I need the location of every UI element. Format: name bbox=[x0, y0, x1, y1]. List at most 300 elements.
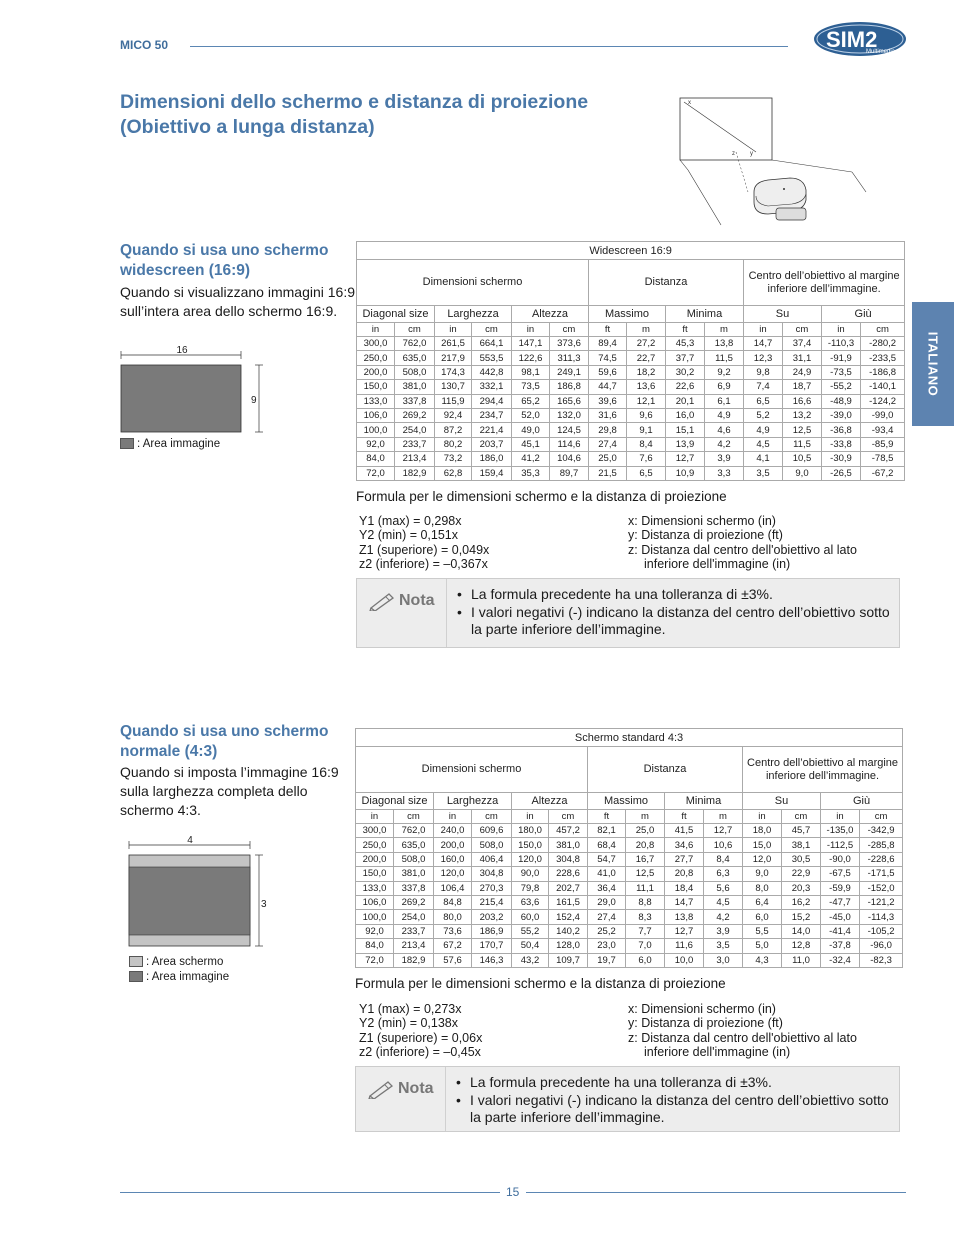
table-cell: 82,1 bbox=[588, 824, 626, 838]
col-min: Minima bbox=[666, 306, 744, 323]
unit-cell: ft bbox=[666, 323, 705, 337]
table-cell: 635,0 bbox=[395, 351, 435, 365]
table-cell: 8,4 bbox=[627, 437, 666, 451]
table-cell: 6,5 bbox=[627, 466, 666, 480]
table-cell: -78,5 bbox=[861, 452, 905, 466]
table-cell: 13,6 bbox=[627, 380, 666, 394]
table-cell: 300,0 bbox=[357, 337, 395, 351]
table-cell: 13,2 bbox=[783, 408, 822, 422]
col-width: Larghezza bbox=[435, 306, 512, 323]
table-cell: 186,0 bbox=[472, 452, 512, 466]
table-cell: 186,9 bbox=[472, 924, 512, 938]
table-cell: 165,6 bbox=[550, 394, 589, 408]
table-cell: 233,7 bbox=[394, 924, 434, 938]
table-cell: 16,0 bbox=[666, 408, 705, 422]
col-width: Larghezza bbox=[434, 793, 512, 810]
table-cell: -26,5 bbox=[822, 466, 861, 480]
table-cell: 254,0 bbox=[394, 910, 434, 924]
table-cell: 508,0 bbox=[394, 852, 434, 866]
unit-cell: cm bbox=[550, 323, 589, 337]
table-cell: 4,5 bbox=[704, 895, 743, 909]
table-cell: 31,6 bbox=[589, 408, 627, 422]
table-cell: 161,5 bbox=[549, 895, 588, 909]
table-cell: 73,5 bbox=[512, 380, 550, 394]
table-cell: 16,7 bbox=[626, 852, 665, 866]
unit-cell: ft bbox=[588, 810, 626, 824]
table-cell: 14,0 bbox=[782, 924, 821, 938]
table-cell: 3,5 bbox=[744, 466, 783, 480]
wide-height-label: 9 bbox=[251, 395, 257, 406]
table-cell: 5,2 bbox=[744, 408, 783, 422]
table-cell: 160,0 bbox=[434, 852, 472, 866]
table-cell: 152,4 bbox=[549, 910, 588, 924]
table-cell: 11,1 bbox=[626, 881, 665, 895]
table-title: Schermo standard 4:3 bbox=[356, 729, 903, 747]
normal-height-label: 3 bbox=[261, 899, 267, 910]
wide-legend bbox=[120, 437, 220, 452]
note-item: • La formula precedente ha una tolleranza di ±3%. bbox=[457, 586, 895, 604]
table-cell: 98,1 bbox=[512, 365, 550, 379]
table-cell: 100,0 bbox=[357, 423, 395, 437]
table-cell: 45,1 bbox=[512, 437, 550, 451]
table-cell: 20,8 bbox=[626, 838, 665, 852]
unit-cell: cm bbox=[783, 323, 822, 337]
wide-width-label: 16 bbox=[176, 345, 188, 356]
table-cell: 89,7 bbox=[550, 466, 589, 480]
table-cell: 10,5 bbox=[783, 452, 822, 466]
projector-illustration bbox=[676, 92, 876, 227]
table-cell: 12,1 bbox=[627, 394, 666, 408]
table-cell: -285,8 bbox=[860, 838, 903, 852]
normal-legend bbox=[129, 955, 229, 985]
table-cell: 10,6 bbox=[704, 838, 743, 852]
note-label: Nota bbox=[398, 1080, 434, 1097]
table-cell: 57,6 bbox=[434, 953, 472, 967]
normal-note bbox=[355, 1066, 900, 1132]
page-number: 15 bbox=[506, 1185, 520, 1199]
table-cell: 4,9 bbox=[744, 423, 783, 437]
table-cell: 38,1 bbox=[782, 838, 821, 852]
table-cell: 337,8 bbox=[394, 881, 434, 895]
table-cell: -48,9 bbox=[822, 394, 861, 408]
table-cell: -121,2 bbox=[860, 895, 903, 909]
unit-cell: in bbox=[356, 810, 394, 824]
table-cell: 89,4 bbox=[589, 337, 627, 351]
table-cell: 3,9 bbox=[704, 924, 743, 938]
illus-label-x: x bbox=[688, 100, 691, 106]
table-cell: -67,2 bbox=[861, 466, 905, 480]
normal-heading: Quando si usa uno schermo normale (4:3) bbox=[120, 723, 329, 760]
table-cell: 147,1 bbox=[512, 337, 550, 351]
table-cell: 6,0 bbox=[743, 910, 782, 924]
col-down: Giù bbox=[822, 306, 905, 323]
table-cell: 18,2 bbox=[627, 365, 666, 379]
col-min: Minima bbox=[665, 793, 743, 810]
table-cell: 7,0 bbox=[626, 939, 665, 953]
table-row bbox=[357, 365, 905, 379]
table-cell: 9,0 bbox=[743, 867, 782, 881]
table-cell: 20,1 bbox=[666, 394, 705, 408]
table-cell: -93,4 bbox=[861, 423, 905, 437]
table-cell: 30,2 bbox=[666, 365, 705, 379]
col-up: Su bbox=[744, 306, 822, 323]
table-row bbox=[356, 939, 903, 953]
col-diagonal: Diagonal size bbox=[357, 306, 435, 323]
table-cell: 27,7 bbox=[665, 852, 704, 866]
table-cell: -280,2 bbox=[861, 337, 905, 351]
wide-text: Quando si visualizzano immagini 16:9 sull’intera area dello schermo 16:9. bbox=[120, 284, 356, 319]
table-cell: 25,0 bbox=[626, 824, 665, 838]
normal-formula-title: Formula per le dimensioni schermo e la distanza di proiezione bbox=[355, 976, 726, 991]
table-cell: 73,2 bbox=[435, 452, 472, 466]
legend-image-swatch bbox=[129, 971, 143, 982]
table-cell: 22,9 bbox=[782, 867, 821, 881]
table-cell: 4,3 bbox=[743, 953, 782, 967]
table-cell: 67,2 bbox=[434, 939, 472, 953]
table-cell: 200,0 bbox=[434, 838, 472, 852]
table-cell: 4,2 bbox=[704, 910, 743, 924]
wide-formula-title: Formula per le dimensioni schermo e la distanza di proiezione bbox=[356, 489, 727, 504]
table-cell: 72,0 bbox=[357, 466, 395, 480]
table-cell: 18,4 bbox=[665, 881, 704, 895]
unit-cell: cm bbox=[782, 810, 821, 824]
table-cell: 128,0 bbox=[549, 939, 588, 953]
table-cell: -39,0 bbox=[822, 408, 861, 422]
table-cell: 80,2 bbox=[435, 437, 472, 451]
table-cell: 4,2 bbox=[705, 437, 744, 451]
table-cell: 19,7 bbox=[588, 953, 626, 967]
legend-image-label: : Area immagine bbox=[137, 438, 221, 450]
table-cell: 213,4 bbox=[394, 939, 434, 953]
unit-cell: m bbox=[626, 810, 665, 824]
table-cell: 63,6 bbox=[512, 895, 549, 909]
table-cell: 202,7 bbox=[549, 881, 588, 895]
table-cell: 7,4 bbox=[744, 380, 783, 394]
table-row bbox=[357, 337, 905, 351]
unit-cell: ft bbox=[589, 323, 627, 337]
unit-cell: m bbox=[704, 810, 743, 824]
unit-cell: cm bbox=[472, 810, 512, 824]
table-cell: 41,5 bbox=[665, 824, 704, 838]
table-cell: 240,0 bbox=[434, 824, 472, 838]
table-row bbox=[357, 437, 905, 451]
table-cell: 130,7 bbox=[435, 380, 472, 394]
table-cell: 92,0 bbox=[356, 924, 394, 938]
unit-cell: in bbox=[821, 810, 860, 824]
table-cell: -32,4 bbox=[821, 953, 860, 967]
table-cell: 92,4 bbox=[435, 408, 472, 422]
table-cell: 16,6 bbox=[783, 394, 822, 408]
table-cell: 6,0 bbox=[626, 953, 665, 967]
header-rule bbox=[190, 46, 788, 47]
table-cell: -33,8 bbox=[822, 437, 861, 451]
note-label: Nota bbox=[399, 592, 435, 609]
unit-cell: in bbox=[744, 323, 783, 337]
table-cell: 90,0 bbox=[512, 867, 549, 881]
table-cell: 609,6 bbox=[472, 824, 512, 838]
sim2-logo bbox=[812, 18, 912, 58]
table-cell: 22,6 bbox=[666, 380, 705, 394]
table-cell: -37,8 bbox=[821, 939, 860, 953]
col-max: Massimo bbox=[589, 306, 666, 323]
group-screen: Dimensioni schermo bbox=[357, 260, 589, 306]
table-cell: 332,1 bbox=[472, 380, 512, 394]
table-cell: 13,9 bbox=[666, 437, 705, 451]
pencil-icon bbox=[369, 591, 397, 611]
logo-text: SIM2 bbox=[826, 27, 878, 52]
unit-cell: ft bbox=[665, 810, 704, 824]
table-cell: -30,9 bbox=[822, 452, 861, 466]
table-row bbox=[356, 895, 903, 909]
normal-table bbox=[355, 728, 903, 968]
table-cell: 664,1 bbox=[472, 337, 512, 351]
table-row bbox=[357, 394, 905, 408]
table-cell: 261,5 bbox=[435, 337, 472, 351]
note-item: • I valori negativi (-) indicano la distanza del centro dell’obiettivo sotto la parte inferiore dell’immagine. bbox=[456, 1092, 894, 1127]
table-cell: 106,0 bbox=[356, 895, 394, 909]
table-cell: -105,2 bbox=[860, 924, 903, 938]
unit-cell: in bbox=[512, 323, 550, 337]
legend-screen-label: : Area schermo bbox=[146, 956, 224, 968]
table-cell: 45,3 bbox=[666, 337, 705, 351]
table-cell: -233,5 bbox=[861, 351, 905, 365]
wide-table bbox=[356, 241, 905, 481]
table-cell: 553,5 bbox=[472, 351, 512, 365]
table-cell: 20,3 bbox=[782, 881, 821, 895]
table-cell: -47,7 bbox=[821, 895, 860, 909]
table-cell: 120,0 bbox=[434, 867, 472, 881]
table-cell: 3,5 bbox=[704, 939, 743, 953]
table-cell: -110,3 bbox=[822, 337, 861, 351]
table-cell: 9,0 bbox=[783, 466, 822, 480]
table-cell: 311,3 bbox=[550, 351, 589, 365]
table-cell: 170,7 bbox=[472, 939, 512, 953]
illus-label-z: z bbox=[732, 151, 735, 157]
table-cell: 4,6 bbox=[705, 423, 744, 437]
group-screen: Dimensioni schermo bbox=[356, 747, 588, 793]
table-cell: 762,0 bbox=[395, 337, 435, 351]
table-cell: 12,3 bbox=[744, 351, 783, 365]
wide-formula-right: x: Dimensioni schermo (in) y: Distanza di proiezione (ft) z: Distanza dal centro dell'obiettivo al lato inferiore dell'immagine (in) bbox=[628, 514, 857, 572]
table-cell: -171,5 bbox=[860, 867, 903, 881]
table-cell: 41,0 bbox=[588, 867, 626, 881]
table-row bbox=[357, 452, 905, 466]
table-cell: 228,6 bbox=[549, 867, 588, 881]
normal-text: Quando si imposta l’immagine 16:9 sulla larghezza completa dello schermo 4:3. bbox=[120, 764, 339, 818]
table-cell: 182,9 bbox=[394, 953, 434, 967]
table-cell: 9,2 bbox=[705, 365, 744, 379]
language-tab[interactable]: ITALIANO bbox=[912, 302, 954, 426]
table-cell: -41,4 bbox=[821, 924, 860, 938]
note-item: • La formula precedente ha una tolleranza di ±3%. bbox=[456, 1074, 894, 1092]
table-cell: 6,1 bbox=[705, 394, 744, 408]
footer-rule-left bbox=[120, 1192, 500, 1193]
wide-heading: Quando si usa uno schermo widescreen (16:9) bbox=[120, 242, 329, 279]
table-cell: 25,0 bbox=[589, 452, 627, 466]
table-cell: 7,7 bbox=[626, 924, 665, 938]
table-cell: 12,7 bbox=[704, 824, 743, 838]
table-cell: 6,5 bbox=[744, 394, 783, 408]
table-cell: -342,9 bbox=[860, 824, 903, 838]
table-cell: 3,9 bbox=[705, 452, 744, 466]
col-height: Altezza bbox=[512, 793, 588, 810]
table-cell: 65,2 bbox=[512, 394, 550, 408]
table-cell: 29,0 bbox=[588, 895, 626, 909]
table-cell: 150,0 bbox=[357, 380, 395, 394]
table-cell: 12,8 bbox=[782, 939, 821, 953]
table-cell: 8,0 bbox=[743, 881, 782, 895]
table-cell: 13,8 bbox=[705, 337, 744, 351]
table-cell: 34,6 bbox=[665, 838, 704, 852]
table-cell: 4,5 bbox=[744, 437, 783, 451]
col-max: Massimo bbox=[588, 793, 665, 810]
table-cell: 72,0 bbox=[356, 953, 394, 967]
unit-cell: m bbox=[705, 323, 744, 337]
table-cell: 140,2 bbox=[549, 924, 588, 938]
table-cell: 174,3 bbox=[435, 365, 472, 379]
col-up: Su bbox=[743, 793, 821, 810]
table-row bbox=[356, 924, 903, 938]
unit-cell: in bbox=[435, 323, 472, 337]
table-cell: 250,0 bbox=[356, 838, 394, 852]
table-cell: 44,7 bbox=[589, 380, 627, 394]
table-cell: 294,4 bbox=[472, 394, 512, 408]
table-cell: 27,4 bbox=[589, 437, 627, 451]
table-cell: 381,0 bbox=[394, 867, 434, 881]
table-row bbox=[357, 351, 905, 365]
table-cell: 18,7 bbox=[783, 380, 822, 394]
table-cell: 100,0 bbox=[356, 910, 394, 924]
unit-cell: in bbox=[357, 323, 395, 337]
table-row bbox=[356, 838, 903, 852]
table-cell: 182,9 bbox=[395, 466, 435, 480]
table-cell: 6,3 bbox=[704, 867, 743, 881]
table-cell: 5,6 bbox=[704, 881, 743, 895]
table-cell: 104,6 bbox=[550, 452, 589, 466]
table-cell: 37,4 bbox=[783, 337, 822, 351]
table-cell: 11,5 bbox=[783, 437, 822, 451]
table-cell: 133,0 bbox=[356, 881, 394, 895]
col-down: Giù bbox=[821, 793, 903, 810]
table-cell: 37,7 bbox=[666, 351, 705, 365]
normal-formula-left: Y1 (max) = 0,273x Y2 (min) = 0,138x Z1 (superiore) = 0,06x z2 (inferiore) = –0,45x bbox=[359, 1002, 483, 1060]
table-cell: 254,0 bbox=[395, 423, 435, 437]
table-cell: 43,2 bbox=[512, 953, 549, 967]
table-cell: 203,7 bbox=[472, 437, 512, 451]
group-distance: Distanza bbox=[589, 260, 744, 306]
table-row bbox=[356, 910, 903, 924]
legend-screen-swatch bbox=[129, 956, 143, 967]
table-cell: 6,9 bbox=[705, 380, 744, 394]
projector-shape bbox=[754, 178, 806, 220]
table-cell: 109,7 bbox=[549, 953, 588, 967]
table-cell: 62,8 bbox=[435, 466, 472, 480]
table-cell: 14,7 bbox=[744, 337, 783, 351]
table-cell: 442,8 bbox=[472, 365, 512, 379]
table-cell: 49,0 bbox=[512, 423, 550, 437]
table-cell: 45,7 bbox=[782, 824, 821, 838]
table-cell: 8,3 bbox=[626, 910, 665, 924]
table-cell: -82,3 bbox=[860, 953, 903, 967]
table-cell: 635,0 bbox=[394, 838, 434, 852]
header-model: MICO 50 bbox=[120, 38, 169, 52]
pencil-icon bbox=[368, 1079, 396, 1099]
table-cell: 54,7 bbox=[588, 852, 626, 866]
table-cell: 106,0 bbox=[357, 408, 395, 422]
table-cell: 23,0 bbox=[588, 939, 626, 953]
table-cell: 12,0 bbox=[743, 852, 782, 866]
table-cell: 5,5 bbox=[743, 924, 782, 938]
table-row bbox=[356, 953, 903, 967]
group-distance: Distanza bbox=[588, 747, 743, 793]
table-cell: 9,8 bbox=[744, 365, 783, 379]
table-cell: 87,2 bbox=[435, 423, 472, 437]
table-cell: 59,6 bbox=[589, 365, 627, 379]
table-cell: -36,8 bbox=[822, 423, 861, 437]
table-cell: 217,9 bbox=[435, 351, 472, 365]
table-cell: 159,4 bbox=[472, 466, 512, 480]
table-cell: 6,4 bbox=[743, 895, 782, 909]
table-cell: 200,0 bbox=[356, 852, 394, 866]
table-row bbox=[356, 881, 903, 895]
table-cell: 406,4 bbox=[472, 852, 512, 866]
table-cell: 200,0 bbox=[357, 365, 395, 379]
table-cell: 13,8 bbox=[665, 910, 704, 924]
table-cell: 31,1 bbox=[783, 351, 822, 365]
table-cell: 133,0 bbox=[357, 394, 395, 408]
table-cell: 5,0 bbox=[743, 939, 782, 953]
unit-cell: in bbox=[434, 810, 472, 824]
table-cell: 122,6 bbox=[512, 351, 550, 365]
table-cell: 84,0 bbox=[357, 452, 395, 466]
table-cell: -228,6 bbox=[860, 852, 903, 866]
table-cell: 508,0 bbox=[472, 838, 512, 852]
note-item: • I valori negativi (-) indicano la distanza del centro dell’obiettivo sotto la parte inferiore dell’immagine. bbox=[457, 604, 895, 639]
table-cell: 73,6 bbox=[434, 924, 472, 938]
table-cell: 124,5 bbox=[550, 423, 589, 437]
group-center: Centro dell’obiettivo al margine inferiore dell’immagine. bbox=[743, 747, 903, 793]
table-cell: 304,8 bbox=[472, 867, 512, 881]
table-cell: 115,9 bbox=[435, 394, 472, 408]
table-cell: 508,0 bbox=[395, 365, 435, 379]
table-cell: -152,0 bbox=[860, 881, 903, 895]
table-cell: 10,0 bbox=[665, 953, 704, 967]
table-cell: 18,0 bbox=[743, 824, 782, 838]
table-cell: 14,7 bbox=[665, 895, 704, 909]
table-cell: 12,5 bbox=[626, 867, 665, 881]
table-cell: 249,1 bbox=[550, 365, 589, 379]
col-height: Altezza bbox=[512, 306, 589, 323]
table-cell: 4,1 bbox=[744, 452, 783, 466]
unit-cell: m bbox=[627, 323, 666, 337]
table-row bbox=[356, 824, 903, 838]
table-cell: -112,5 bbox=[821, 838, 860, 852]
table-cell: 180,0 bbox=[512, 824, 549, 838]
table-cell: 50,4 bbox=[512, 939, 549, 953]
table-cell: 106,4 bbox=[434, 881, 472, 895]
table-cell: 36,4 bbox=[588, 881, 626, 895]
table-cell: 373,6 bbox=[550, 337, 589, 351]
table-cell: 35,3 bbox=[512, 466, 550, 480]
table-cell: 55,2 bbox=[512, 924, 549, 938]
table-cell: -99,0 bbox=[861, 408, 905, 422]
table-cell: 304,8 bbox=[549, 852, 588, 866]
table-cell: 762,0 bbox=[394, 824, 434, 838]
unit-cell: cm bbox=[860, 810, 903, 824]
table-row bbox=[357, 380, 905, 394]
table-cell: 12,7 bbox=[666, 452, 705, 466]
table-cell: 11,6 bbox=[665, 939, 704, 953]
